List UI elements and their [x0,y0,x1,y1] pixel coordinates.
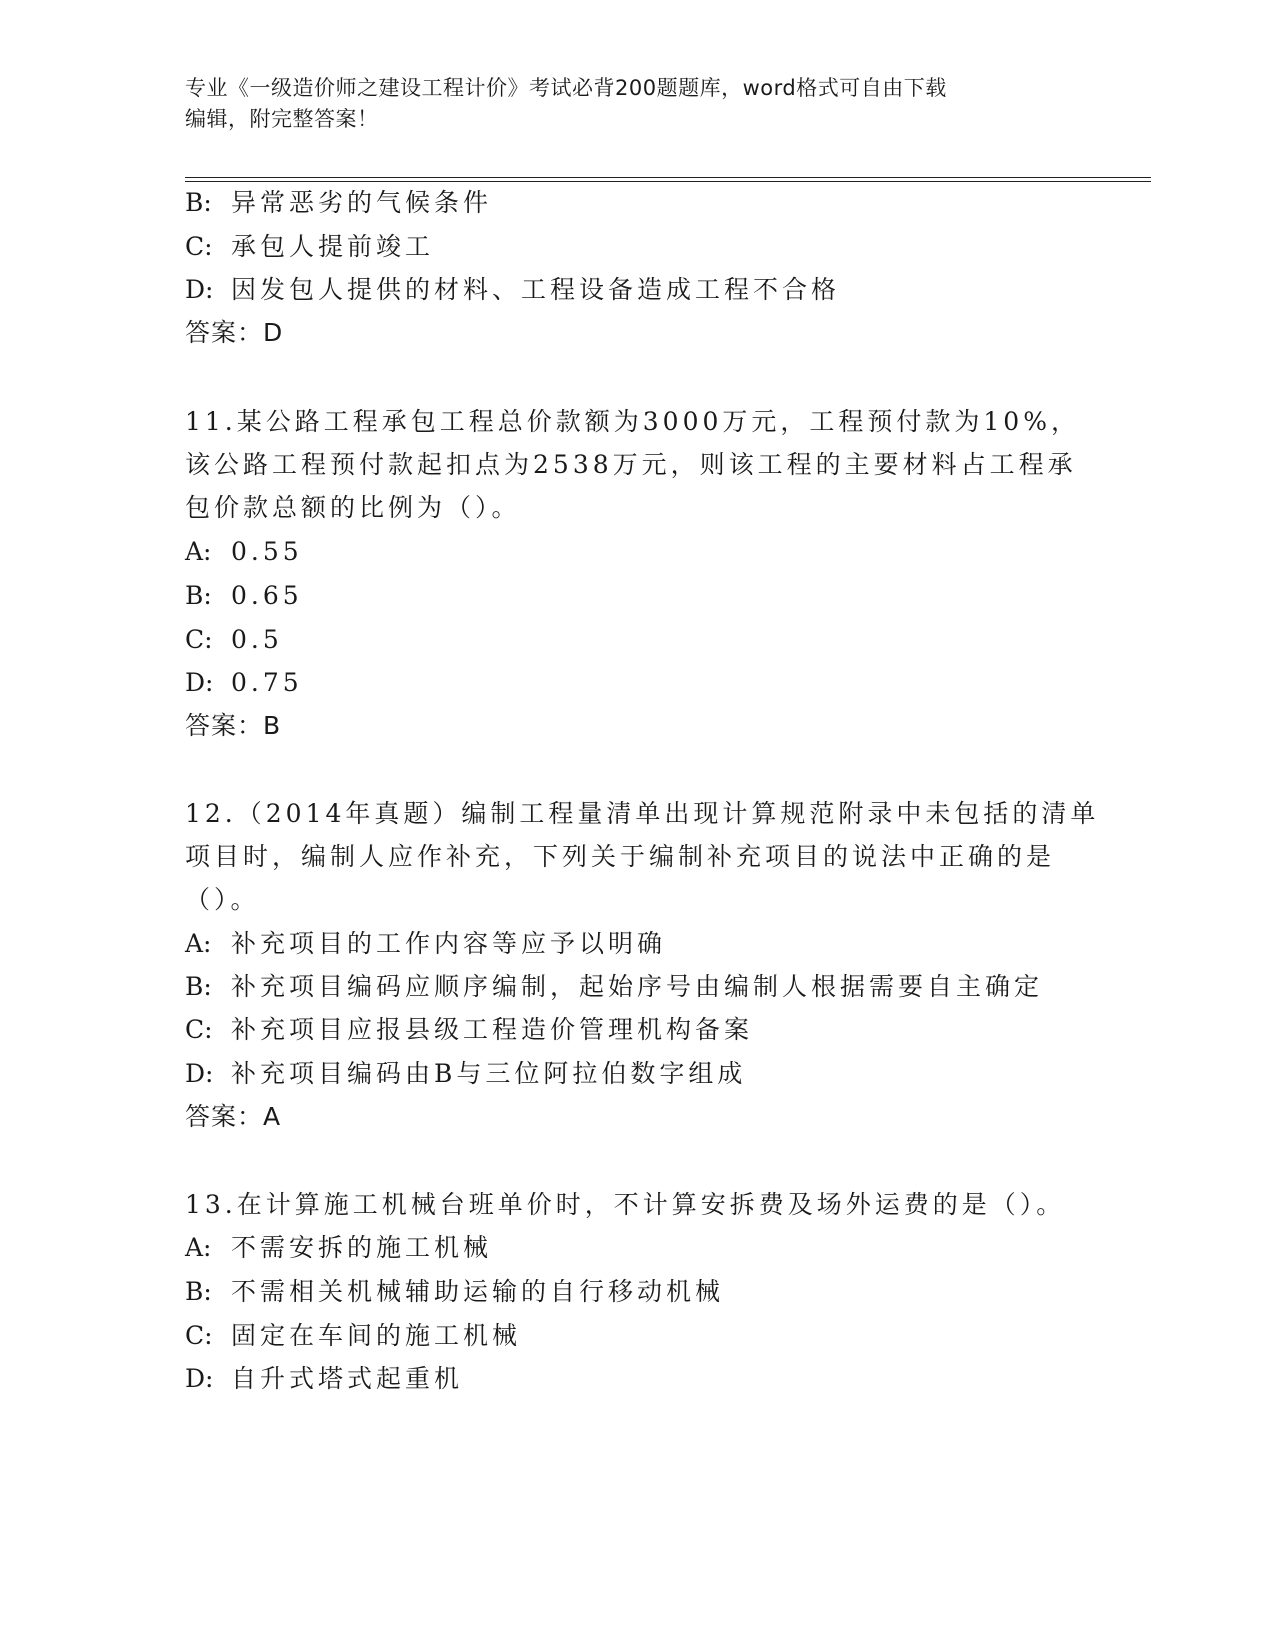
option-line [185,1232,492,1264]
option-key: C: [185,1321,213,1350]
option-line [185,667,303,699]
option-text: 不需相关机械辅助运输的自行移动机械 [231,1277,725,1306]
option-text: 因发包人提供的材料、工程设备造成工程不合格 [231,275,841,304]
option-key: A: [185,537,212,566]
option-text: 0.55 [231,537,303,566]
header-rule-top [185,177,1151,178]
option-line [185,1276,724,1308]
option-text: 补充项目编码由B与三位阿拉伯数字组成 [231,1059,747,1088]
option-key: D: [185,668,214,697]
option-line [185,187,492,219]
answer-line: 答案：D [185,318,284,347]
option-text: 不需安拆的施工机械 [231,1233,493,1262]
option-text: 0.75 [231,668,303,697]
option-line [185,1058,746,1090]
header-line-1: 专业《一级造价师之建设工程计价》考试必背200题题库，word格式可自由下载 [185,76,947,100]
option-key: D: [185,1364,214,1393]
option-key: D: [185,1059,214,1088]
option-key: C: [185,232,213,261]
option-text: 补充项目应报县级工程造价管理机构备案 [231,1015,754,1044]
option-text: 补充项目编码应顺序编制，起始序号由编制人根据需要自主确定 [231,972,1044,1001]
header-rule-bottom [185,181,1151,182]
option-line [185,274,840,306]
option-text: 自升式塔式起重机 [231,1364,464,1393]
option-key: C: [185,625,213,654]
question-stem-line: 11.某公路工程承包工程总价款额为3000万元，工程预付款为10%， [185,407,1080,436]
option-line [185,231,434,263]
question-stem-line: 该公路工程预付款起扣点为2538万元，则该工程的主要材料占工程承 [185,450,1077,479]
option-text: 0.5 [231,625,283,654]
option-key: B: [185,1277,212,1306]
question-stem-line: 12.（2014年真题）编制工程量清单出现计算规范附录中未包括的清单 [185,799,1100,828]
option-text: 固定在车间的施工机械 [231,1321,522,1350]
option-line [185,1320,521,1352]
option-key: B: [185,581,212,610]
option-line [185,971,1043,1003]
question-stem-line: （）。 [185,885,260,914]
option-key: D: [185,275,214,304]
option-key: C: [185,1015,213,1044]
option-text: 承包人提前竣工 [231,232,435,261]
option-text: 异常恶劣的气候条件 [231,188,493,217]
option-key: B: [185,188,212,217]
header-line-2: 编辑，附完整答案！ [185,107,379,131]
answer-line: 答案：A [185,1102,282,1131]
document-header [185,73,1085,135]
option-line [185,1014,753,1046]
question-stem-line: 包价款总额的比例为（）。 [185,493,521,522]
answer-line: 答案：B [185,711,282,740]
question-stem-line: 13.在计算施工机械台班单价时，不计算安拆费及场外运费的是（）。 [185,1190,1066,1219]
option-text: 0.65 [231,581,303,610]
option-line [185,1363,463,1395]
option-line [185,580,303,612]
option-line [185,624,283,656]
option-key: B: [185,972,212,1001]
option-text: 补充项目的工作内容等应予以明确 [231,929,667,958]
option-key: A: [185,1233,212,1262]
option-line [185,536,303,568]
option-key: A: [185,929,212,958]
option-line [185,928,666,960]
question-stem-line: 项目时，编制人应作补充，下列关于编制补充项目的说法中正确的是 [185,842,1056,871]
